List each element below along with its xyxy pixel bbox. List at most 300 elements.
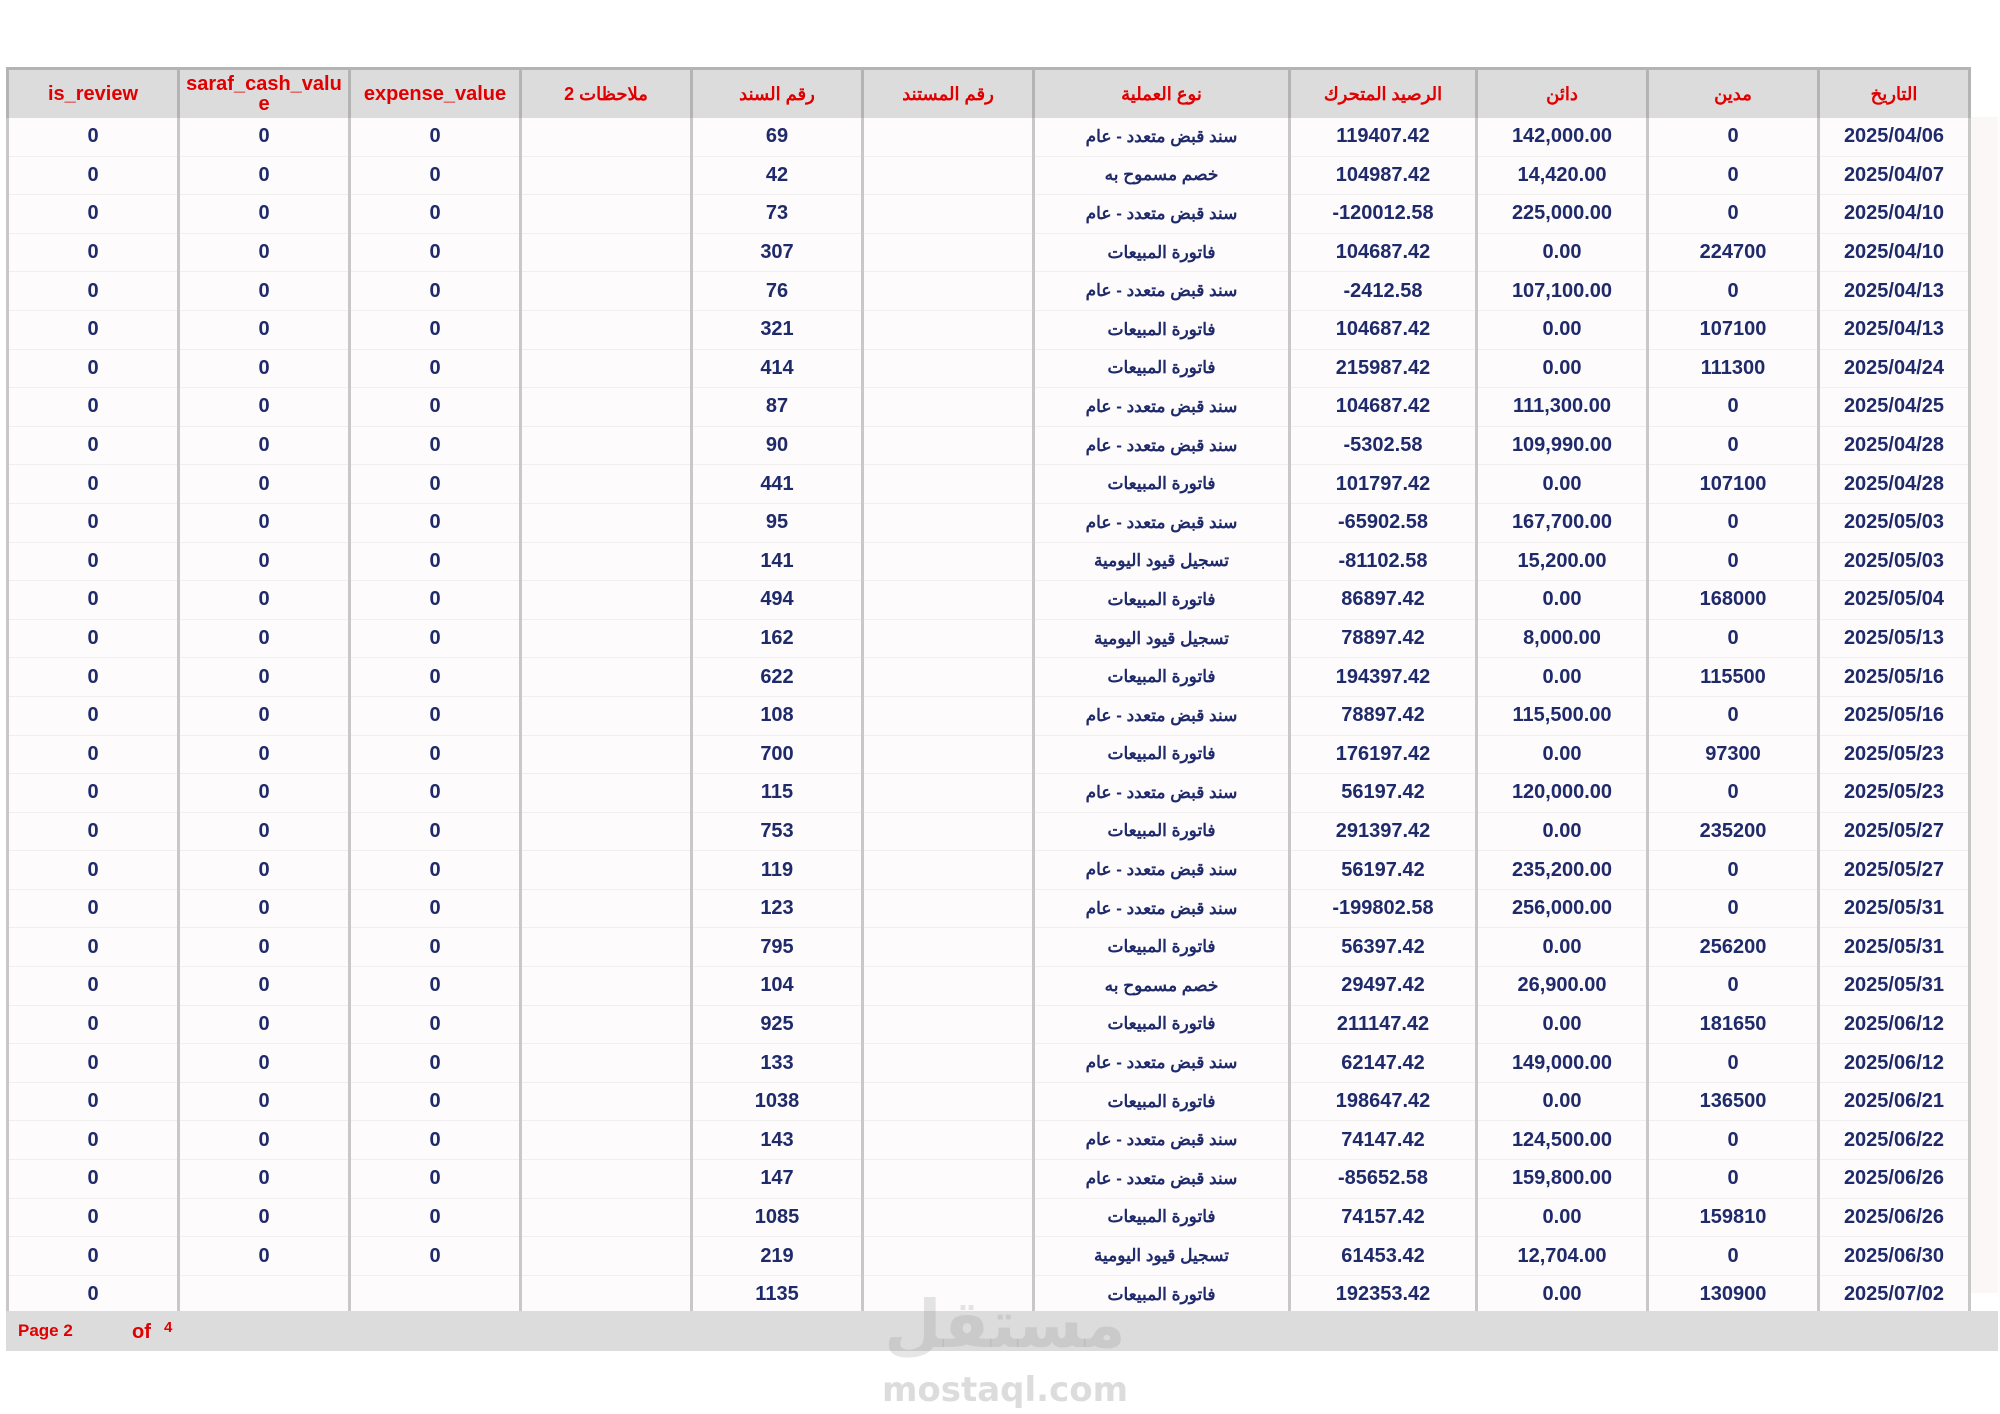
table-row: [8, 774, 1970, 813]
cell-date: 2025/04/13: [1819, 310, 1970, 349]
cell-is-review: 0: [8, 503, 179, 542]
cell-expense-value: 0: [350, 1044, 521, 1083]
cell-operation-type: سند قبض متعدد - عام: [1034, 272, 1290, 311]
cell-is-review: 0: [8, 426, 179, 465]
cell-saraf-cash-value: 0: [179, 1005, 350, 1044]
cell-date: 2025/06/26: [1819, 1160, 1970, 1199]
cell-notes2: [521, 1082, 692, 1121]
cell-expense-value: 0: [350, 118, 521, 156]
cell-credit: 256,000.00: [1477, 889, 1648, 928]
cell-voucher-no: 700: [692, 735, 863, 774]
cell-expense-value: 0: [350, 233, 521, 272]
cell-expense-value: 0: [350, 658, 521, 697]
cell-running-balance: -2412.58: [1290, 272, 1477, 311]
cell-debit: 0: [1648, 967, 1819, 1006]
cell-notes2: [521, 310, 692, 349]
cell-date: 2025/04/10: [1819, 195, 1970, 234]
cell-saraf-cash-value: 0: [179, 581, 350, 620]
cell-credit: 0.00: [1477, 349, 1648, 388]
cell-operation-type: فاتورة المبيعات: [1034, 465, 1290, 504]
cell-voucher-no: 87: [692, 388, 863, 427]
cell-debit: 159810: [1648, 1198, 1819, 1237]
cell-operation-type: سند قبض متعدد - عام: [1034, 426, 1290, 465]
cell-date: 2025/04/13: [1819, 272, 1970, 311]
cell-debit: 0: [1648, 272, 1819, 311]
cell-debit: 0: [1648, 696, 1819, 735]
cell-running-balance: -85652.58: [1290, 1160, 1477, 1199]
cell-saraf-cash-value: 0: [179, 272, 350, 311]
cell-expense-value: 0: [350, 388, 521, 427]
cell-operation-type: سند قبض متعدد - عام: [1034, 851, 1290, 890]
page-number-label: Page 2: [18, 1321, 73, 1340]
cell-credit: 12,704.00: [1477, 1237, 1648, 1276]
cell-voucher-no: 1038: [692, 1082, 863, 1121]
cell-doc-no: [863, 851, 1034, 890]
cell-is-review: 0: [8, 272, 179, 311]
cell-doc-no: [863, 1160, 1034, 1199]
cell-doc-no: [863, 774, 1034, 813]
table-row: [8, 1044, 1970, 1083]
cell-saraf-cash-value: 0: [179, 465, 350, 504]
cell-expense-value: [350, 1275, 521, 1314]
cell-expense-value: 0: [350, 967, 521, 1006]
cell-running-balance: 56397.42: [1290, 928, 1477, 967]
cell-doc-no: [863, 195, 1034, 234]
cell-doc-no: [863, 426, 1034, 465]
cell-debit: 111300: [1648, 349, 1819, 388]
cell-voucher-no: 133: [692, 1044, 863, 1083]
cell-notes2: [521, 118, 692, 156]
cell-saraf-cash-value: 0: [179, 619, 350, 658]
cell-saraf-cash-value: 0: [179, 851, 350, 890]
cell-debit: 0: [1648, 503, 1819, 542]
cell-expense-value: 0: [350, 1121, 521, 1160]
table-row: [8, 889, 1970, 928]
cell-expense-value: 0: [350, 349, 521, 388]
cell-voucher-no: 494: [692, 581, 863, 620]
cell-running-balance: -120012.58: [1290, 195, 1477, 234]
cell-saraf-cash-value: 0: [179, 349, 350, 388]
header-debit: مدين: [1648, 69, 1819, 119]
cell-notes2: [521, 465, 692, 504]
cell-expense-value: 0: [350, 1005, 521, 1044]
cell-saraf-cash-value: 0: [179, 1044, 350, 1083]
cell-is-review: 0: [8, 195, 179, 234]
cell-saraf-cash-value: 0: [179, 658, 350, 697]
cell-doc-no: [863, 1082, 1034, 1121]
cell-doc-no: [863, 581, 1034, 620]
cell-voucher-no: 90: [692, 426, 863, 465]
cell-date: 2025/06/26: [1819, 1198, 1970, 1237]
cell-credit: 0.00: [1477, 465, 1648, 504]
cell-operation-type: فاتورة المبيعات: [1034, 1082, 1290, 1121]
cell-credit: 8,000.00: [1477, 619, 1648, 658]
cell-notes2: [521, 1121, 692, 1160]
cell-voucher-no: 925: [692, 1005, 863, 1044]
cell-running-balance: -5302.58: [1290, 426, 1477, 465]
header-doc-no: رقم المستند: [863, 69, 1034, 119]
cell-is-review: 0: [8, 581, 179, 620]
cell-notes2: [521, 1044, 692, 1083]
cell-running-balance: 291397.42: [1290, 812, 1477, 851]
cell-saraf-cash-value: 0: [179, 426, 350, 465]
cell-running-balance: 56197.42: [1290, 851, 1477, 890]
account-statement-table: [6, 67, 1971, 1315]
cell-debit: 0: [1648, 1160, 1819, 1199]
table-row: [8, 1005, 1970, 1044]
cell-running-balance: 78897.42: [1290, 696, 1477, 735]
cell-running-balance: 78897.42: [1290, 619, 1477, 658]
table-row: [8, 696, 1970, 735]
cell-is-review: 0: [8, 156, 179, 195]
cell-notes2: [521, 851, 692, 890]
cell-operation-type: فاتورة المبيعات: [1034, 581, 1290, 620]
cell-date: 2025/05/13: [1819, 619, 1970, 658]
cell-credit: 26,900.00: [1477, 967, 1648, 1006]
cell-date: 2025/05/23: [1819, 774, 1970, 813]
cell-date: 2025/05/03: [1819, 503, 1970, 542]
cell-running-balance: 198647.42: [1290, 1082, 1477, 1121]
cell-debit: 0: [1648, 619, 1819, 658]
table-row: [8, 581, 1970, 620]
cell-voucher-no: 1135: [692, 1275, 863, 1314]
cell-running-balance: 215987.42: [1290, 349, 1477, 388]
cell-credit: 124,500.00: [1477, 1121, 1648, 1160]
cell-credit: 225,000.00: [1477, 195, 1648, 234]
cell-expense-value: 0: [350, 503, 521, 542]
cell-operation-type: خصم مسموح به: [1034, 967, 1290, 1006]
cell-date: 2025/04/24: [1819, 349, 1970, 388]
cell-credit: 0.00: [1477, 1275, 1648, 1314]
cell-expense-value: 0: [350, 310, 521, 349]
cell-credit: 0.00: [1477, 735, 1648, 774]
cell-running-balance: 62147.42: [1290, 1044, 1477, 1083]
cell-voucher-no: 123: [692, 889, 863, 928]
cell-debit: 97300: [1648, 735, 1819, 774]
cell-is-review: 0: [8, 658, 179, 697]
cell-notes2: [521, 426, 692, 465]
cell-doc-no: [863, 156, 1034, 195]
cell-running-balance: 86897.42: [1290, 581, 1477, 620]
cell-operation-type: فاتورة المبيعات: [1034, 349, 1290, 388]
cell-is-review: 0: [8, 1160, 179, 1199]
cell-doc-no: [863, 658, 1034, 697]
cell-saraf-cash-value: 0: [179, 1160, 350, 1199]
cell-credit: 235,200.00: [1477, 851, 1648, 890]
cell-date: 2025/05/16: [1819, 696, 1970, 735]
cell-debit: 0: [1648, 195, 1819, 234]
cell-is-review: 0: [8, 310, 179, 349]
cell-is-review: 0: [8, 851, 179, 890]
cell-debit: 0: [1648, 388, 1819, 427]
cell-debit: 256200: [1648, 928, 1819, 967]
cell-debit: 0: [1648, 118, 1819, 156]
cell-doc-no: [863, 1237, 1034, 1276]
cell-voucher-no: 1085: [692, 1198, 863, 1237]
cell-voucher-no: 414: [692, 349, 863, 388]
cell-saraf-cash-value: 0: [179, 195, 350, 234]
cell-credit: 107,100.00: [1477, 272, 1648, 311]
cell-doc-no: [863, 233, 1034, 272]
cell-expense-value: 0: [350, 928, 521, 967]
cell-voucher-no: 622: [692, 658, 863, 697]
cell-date: 2025/05/27: [1819, 812, 1970, 851]
cell-voucher-no: 76: [692, 272, 863, 311]
cell-saraf-cash-value: 0: [179, 1237, 350, 1276]
cell-debit: 181650: [1648, 1005, 1819, 1044]
cell-doc-no: [863, 310, 1034, 349]
cell-is-review: 0: [8, 928, 179, 967]
cell-running-balance: 194397.42: [1290, 658, 1477, 697]
cell-is-review: 0: [8, 349, 179, 388]
cell-date: 2025/06/12: [1819, 1005, 1970, 1044]
cell-debit: 0: [1648, 1237, 1819, 1276]
cell-is-review: 0: [8, 696, 179, 735]
cell-expense-value: 0: [350, 812, 521, 851]
cell-operation-type: فاتورة المبيعات: [1034, 735, 1290, 774]
header-voucher-no: رقم السند: [692, 69, 863, 119]
cell-expense-value: 0: [350, 195, 521, 234]
cell-voucher-no: 69: [692, 118, 863, 156]
cell-notes2: [521, 967, 692, 1006]
cell-debit: 0: [1648, 156, 1819, 195]
cell-doc-no: [863, 465, 1034, 504]
cell-running-balance: 74157.42: [1290, 1198, 1477, 1237]
cell-voucher-no: 108: [692, 696, 863, 735]
cell-credit: 0.00: [1477, 1082, 1648, 1121]
cell-notes2: [521, 542, 692, 581]
cell-date: 2025/06/30: [1819, 1237, 1970, 1276]
cell-is-review: 0: [8, 1121, 179, 1160]
cell-credit: 167,700.00: [1477, 503, 1648, 542]
table-row: [8, 118, 1970, 156]
cell-saraf-cash-value: 0: [179, 542, 350, 581]
cell-doc-no: [863, 735, 1034, 774]
cell-operation-type: سند قبض متعدد - عام: [1034, 118, 1290, 156]
cell-date: 2025/04/10: [1819, 233, 1970, 272]
cell-saraf-cash-value: 0: [179, 1198, 350, 1237]
cell-date: 2025/06/21: [1819, 1082, 1970, 1121]
header-operation-type: نوع العملية: [1034, 69, 1290, 119]
cell-debit: 0: [1648, 889, 1819, 928]
cell-running-balance: -199802.58: [1290, 889, 1477, 928]
cell-expense-value: 0: [350, 889, 521, 928]
table-row: [8, 310, 1970, 349]
table-row: [8, 1198, 1970, 1237]
cell-running-balance: 104687.42: [1290, 310, 1477, 349]
cell-date: 2025/05/31: [1819, 928, 1970, 967]
cell-doc-no: [863, 542, 1034, 581]
cell-voucher-no: 219: [692, 1237, 863, 1276]
cell-credit: 0.00: [1477, 658, 1648, 697]
cell-doc-no: [863, 696, 1034, 735]
cell-running-balance: 192353.42: [1290, 1275, 1477, 1314]
cell-credit: 14,420.00: [1477, 156, 1648, 195]
cell-saraf-cash-value: 0: [179, 735, 350, 774]
cell-operation-type: سند قبض متعدد - عام: [1034, 774, 1290, 813]
watermark-text: mostaql.com: [881, 1370, 1129, 1410]
cell-saraf-cash-value: 0: [179, 812, 350, 851]
cell-credit: 149,000.00: [1477, 1044, 1648, 1083]
cell-expense-value: 0: [350, 1237, 521, 1276]
cell-expense-value: 0: [350, 774, 521, 813]
watermark-logo: مستقل: [884, 1286, 1126, 1363]
cell-notes2: [521, 928, 692, 967]
cell-doc-no: [863, 1198, 1034, 1237]
cell-voucher-no: 115: [692, 774, 863, 813]
cell-voucher-no: 104: [692, 967, 863, 1006]
page-of-label: of: [132, 1321, 151, 1343]
cell-voucher-no: 95: [692, 503, 863, 542]
cell-date: 2025/05/27: [1819, 851, 1970, 890]
cell-date: 2025/04/28: [1819, 426, 1970, 465]
cell-voucher-no: 147: [692, 1160, 863, 1199]
cell-expense-value: 0: [350, 1198, 521, 1237]
cell-running-balance: 74147.42: [1290, 1121, 1477, 1160]
cell-notes2: [521, 696, 692, 735]
cell-voucher-no: 307: [692, 233, 863, 272]
cell-date: 2025/04/28: [1819, 465, 1970, 504]
table-row: [8, 503, 1970, 542]
cell-is-review: 0: [8, 118, 179, 156]
cell-expense-value: 0: [350, 1082, 521, 1121]
cell-date: 2025/05/31: [1819, 967, 1970, 1006]
cell-notes2: [521, 889, 692, 928]
cell-credit: 120,000.00: [1477, 774, 1648, 813]
cell-debit: 0: [1648, 426, 1819, 465]
cell-saraf-cash-value: 0: [179, 388, 350, 427]
cell-notes2: [521, 1237, 692, 1276]
cell-doc-no: [863, 889, 1034, 928]
cell-is-review: 0: [8, 967, 179, 1006]
header-notes2: ملاحظات 2: [521, 69, 692, 119]
cell-notes2: [521, 1160, 692, 1199]
cell-debit: 107100: [1648, 465, 1819, 504]
cell-doc-no: [863, 1121, 1034, 1160]
cell-notes2: [521, 503, 692, 542]
cell-date: 2025/05/16: [1819, 658, 1970, 697]
cell-credit: 115,500.00: [1477, 696, 1648, 735]
cell-doc-no: [863, 928, 1034, 967]
cell-operation-type: سند قبض متعدد - عام: [1034, 889, 1290, 928]
cell-voucher-no: 143: [692, 1121, 863, 1160]
cell-notes2: [521, 1198, 692, 1237]
cell-debit: 0: [1648, 851, 1819, 890]
cell-debit: 168000: [1648, 581, 1819, 620]
cell-notes2: [521, 735, 692, 774]
cell-expense-value: 0: [350, 272, 521, 311]
cell-notes2: [521, 272, 692, 311]
cell-voucher-no: 441: [692, 465, 863, 504]
cell-operation-type: سند قبض متعدد - عام: [1034, 1121, 1290, 1160]
cell-credit: 0.00: [1477, 1198, 1648, 1237]
table-row: [8, 1082, 1970, 1121]
cell-operation-type: سند قبض متعدد - عام: [1034, 1160, 1290, 1199]
cell-credit: 0.00: [1477, 812, 1648, 851]
cell-debit: 0: [1648, 542, 1819, 581]
cell-is-review: 0: [8, 1275, 179, 1314]
cell-notes2: [521, 156, 692, 195]
cell-debit: 235200: [1648, 812, 1819, 851]
cell-operation-type: فاتورة المبيعات: [1034, 310, 1290, 349]
cell-debit: 0: [1648, 1121, 1819, 1160]
cell-is-review: 0: [8, 1044, 179, 1083]
cell-expense-value: 0: [350, 619, 521, 658]
page-edge-strip: [1970, 117, 1998, 1293]
cell-doc-no: [863, 967, 1034, 1006]
cell-voucher-no: 795: [692, 928, 863, 967]
header-running-balance: الرصيد المتحرك: [1290, 69, 1477, 119]
cell-saraf-cash-value: 0: [179, 233, 350, 272]
cell-date: 2025/05/23: [1819, 735, 1970, 774]
cell-operation-type: فاتورة المبيعات: [1034, 1275, 1290, 1314]
cell-date: 2025/04/25: [1819, 388, 1970, 427]
cell-notes2: [521, 195, 692, 234]
total-pages-label: 4: [164, 1319, 173, 1336]
table-row: [8, 426, 1970, 465]
header-date: التاريخ: [1819, 69, 1970, 119]
cell-saraf-cash-value: 0: [179, 967, 350, 1006]
cell-voucher-no: 162: [692, 619, 863, 658]
cell-operation-type: سند قبض متعدد - عام: [1034, 1044, 1290, 1083]
cell-expense-value: 0: [350, 542, 521, 581]
cell-is-review: 0: [8, 812, 179, 851]
cell-saraf-cash-value: 0: [179, 1082, 350, 1121]
table-row: [8, 388, 1970, 427]
cell-is-review: 0: [8, 1082, 179, 1121]
header-is-review: is_review: [8, 69, 179, 119]
table-row: [8, 1121, 1970, 1160]
cell-debit: 0: [1648, 774, 1819, 813]
cell-running-balance: 61453.42: [1290, 1237, 1477, 1276]
cell-is-review: 0: [8, 889, 179, 928]
cell-notes2: [521, 619, 692, 658]
cell-date: 2025/05/31: [1819, 889, 1970, 928]
cell-debit: 224700: [1648, 233, 1819, 272]
table-row: [8, 465, 1970, 504]
cell-operation-type: فاتورة المبيعات: [1034, 1005, 1290, 1044]
cell-operation-type: خصم مسموح به: [1034, 156, 1290, 195]
cell-debit: 130900: [1648, 1275, 1819, 1314]
table-row: [8, 272, 1970, 311]
cell-notes2: [521, 1005, 692, 1044]
table-row: [8, 1160, 1970, 1199]
cell-debit: 115500: [1648, 658, 1819, 697]
cell-running-balance: -81102.58: [1290, 542, 1477, 581]
table-row: [8, 928, 1970, 967]
cell-running-balance: 104687.42: [1290, 233, 1477, 272]
cell-operation-type: سند قبض متعدد - عام: [1034, 696, 1290, 735]
cell-doc-no: [863, 388, 1034, 427]
cell-credit: 159,800.00: [1477, 1160, 1648, 1199]
cell-operation-type: تسجيل قيود اليومية: [1034, 542, 1290, 581]
cell-saraf-cash-value: 0: [179, 696, 350, 735]
table-row: [8, 619, 1970, 658]
cell-voucher-no: 321: [692, 310, 863, 349]
cell-expense-value: 0: [350, 851, 521, 890]
cell-credit: 0.00: [1477, 1005, 1648, 1044]
cell-credit: 0.00: [1477, 928, 1648, 967]
cell-credit: 0.00: [1477, 310, 1648, 349]
cell-debit: 107100: [1648, 310, 1819, 349]
cell-voucher-no: 753: [692, 812, 863, 851]
cell-operation-type: فاتورة المبيعات: [1034, 658, 1290, 697]
cell-saraf-cash-value: 0: [179, 503, 350, 542]
cell-notes2: [521, 774, 692, 813]
cell-doc-no: [863, 1044, 1034, 1083]
cell-doc-no: [863, 619, 1034, 658]
cell-is-review: 0: [8, 465, 179, 504]
